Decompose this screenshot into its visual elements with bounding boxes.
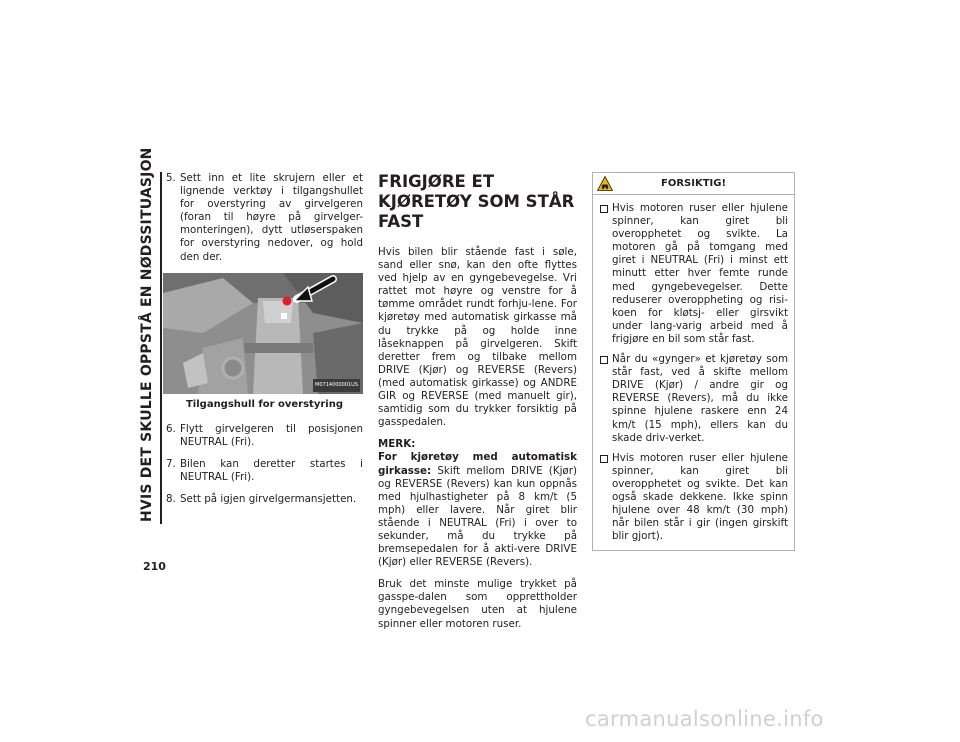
step-8 bbox=[166, 493, 363, 506]
note-title: MERK: bbox=[378, 438, 416, 451]
column-1 bbox=[166, 172, 363, 506]
step-text: Flytt girvelgeren til posisjonen NEUTRAL (Fri). bbox=[180, 422, 363, 448]
step-number: 7. bbox=[166, 457, 176, 470]
step-7 bbox=[166, 458, 363, 484]
caution-header bbox=[593, 173, 794, 195]
caution-body bbox=[593, 195, 794, 550]
intro-paragraph: Hvis bilen blir stående fast i søle, sand eller snø, kan den ofte flyttes ved hjelp av en gyngebevegelse. Vri rattet mot høyre og venstre for å tømme området rundt forhju-lene. For kjøretøy med automatisk girkasse må du trykke på og holde inne låseknappen på girvelgeren. Skift deretter frem og tilbake mellom DRIVE (Kjør) og REVERSE (Revers) (med automatisk girkasse) og ANDRE GIR og REVERSE (med manuelt gir), samtidig som du trykker forsiktig på gasspedalen. bbox=[378, 246, 577, 429]
step-text: Sett på igjen girvelgermansjetten. bbox=[180, 493, 357, 506]
section-side-title bbox=[137, 147, 157, 522]
shifter-photo bbox=[163, 273, 363, 394]
step-6 bbox=[166, 423, 363, 449]
step-text: Sett inn et lite skrujern eller et lignende verktøy i tilgangshullet for overstyring av girvelgeren (foran til høyre på girvelger-monteringen), dytt utløserspaken for overstyring nedover, og hold den der. bbox=[180, 172, 363, 263]
column-3 bbox=[592, 172, 793, 551]
caution-car-icon bbox=[597, 176, 613, 191]
column-2 bbox=[378, 172, 577, 631]
note-lead: For kjøretøy med automatisk girkasse: bbox=[378, 451, 577, 477]
override-access-figure bbox=[163, 273, 363, 394]
note-text: Skift mellom DRIVE (Kjør) og REVERSE (Revers) kan kun oppnås med hjulhastigheter på 8 km/t (5 mph) eller lavere. Når giret blir stående i NEUTRAL (Fri) i over to sekunder, må du trykke på bremsepedalen for å akti-vere DRIVE (Kjør) eller REVERSE (Revers). bbox=[378, 464, 577, 569]
section-side-title-text: HVIS DET SKULLE OPPSTÅ EN NØDSSITUASJON bbox=[139, 147, 155, 522]
figure-code: M0714000001US bbox=[313, 379, 360, 392]
caution-item-text: Når du «gynger» et kjøretøy som står fast, ved å skifte mellom DRIVE (Kjør) / andre gir og REVERSE (Revers), må du ikke spinne hjulene raskere enn 24 km/t (15 mph), ellers kan du skade driv-verket. bbox=[612, 353, 788, 444]
caution-item bbox=[599, 452, 788, 544]
step-5 bbox=[166, 172, 363, 264]
access-hole-marker bbox=[283, 296, 292, 305]
step-number: 8. bbox=[166, 493, 176, 506]
checkbox-bullet-icon bbox=[600, 455, 608, 463]
caution-item bbox=[599, 353, 788, 445]
step-number: 6. bbox=[166, 422, 176, 435]
caution-item-text: Hvis motoren ruser eller hjulene spinner, kan giret bli overopphetet og svikte. Det kan også skade dekkene. Ikke spinn hjulene over 48 km/t (30 mph) når bilen står i gir (ingen girskift blir gjort). bbox=[612, 451, 788, 543]
caution-item-text: Hvis motoren ruser eller hjulene spinner, kan giret bli overopphetet og svikte. La motoren gå på tomgang med giret i NEUTRAL (Fri) i minst ett minutt etter hver femte runde med gyngebevegelser. Dette reduserer overoppheting og risi-koen for kløtsj- eller girsvikt under lang-varig arbeid med å frigjøre en bil som står fast. bbox=[612, 202, 788, 345]
page-number: 210 bbox=[143, 560, 166, 573]
caution-box bbox=[592, 172, 795, 551]
caution-item bbox=[599, 202, 788, 346]
outro-paragraph: Bruk det minste mulige trykket på gasspe-dalen som opprettholder gyngebevegelsen uten at hjulene spinner eller motoren ruser. bbox=[378, 578, 577, 630]
step-text: Bilen kan deretter startes i NEUTRAL (Fri). bbox=[180, 457, 363, 484]
note-paragraph bbox=[378, 451, 577, 569]
section-heading: FRIGJØRE ET KJØRETØY SOM STÅR FAST bbox=[378, 172, 575, 231]
watermark: carmanualsonline.info bbox=[585, 707, 824, 731]
figure-caption: Tilgangshull for overstyring bbox=[185, 398, 343, 410]
checkbox-bullet-icon bbox=[600, 356, 608, 364]
side-rule bbox=[160, 172, 162, 524]
caution-title: FORSIKTIG! bbox=[660, 178, 726, 189]
checkbox-bullet-icon bbox=[600, 205, 608, 213]
step-number: 5. bbox=[166, 172, 176, 184]
